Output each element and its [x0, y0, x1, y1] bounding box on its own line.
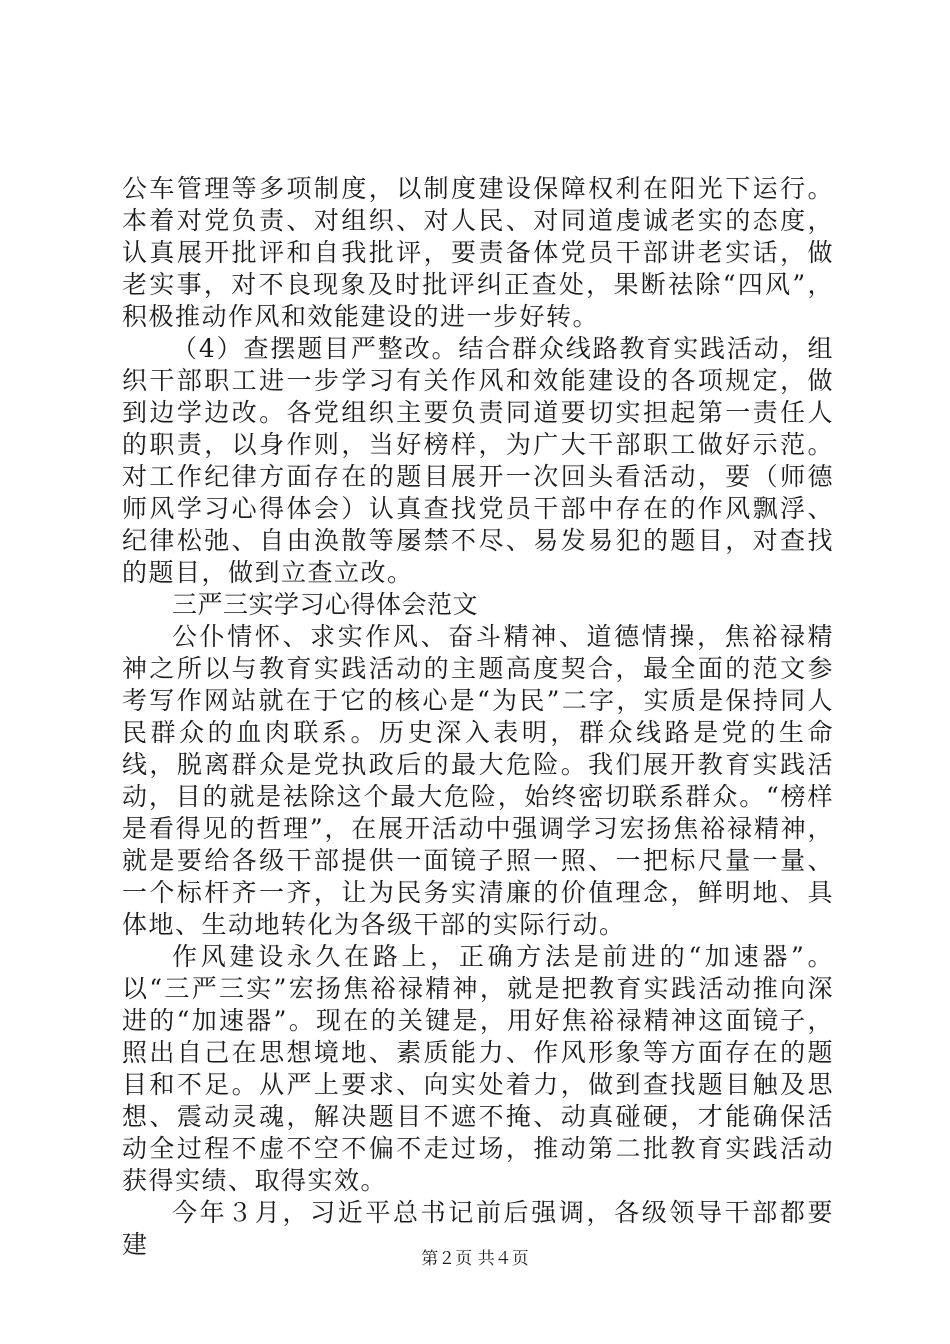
document-body: [122, 173, 834, 1261]
paragraph: 公仆情怀、求实作风、奋斗精神、道德情操，焦裕禄精神之所以与教育实践活动的主题高度契合，最全面的范文参考写作网站就在于它的核心是“为民”二字，实质是保持同人民群众的血肉联系。历史深入表明，群众线路是党的生命线，脱离群众是党执政后的最大危险。我们展开教育实践活动，目的就是祛除这个最大危险，始终密切联系群众。“榜样是看得见的哲理”，在展开活动中强调学习宏扬焦裕禄精神，就是要给各级干部提供一面镜子照一照、一把标尺量一量、一个标杆齐一齐，让为民务实清廉的价值理念，鲜明地、具体地、生动地转化为各级干部的实际行动。: [122, 622, 834, 939]
paragraph-item-4: （4）查摆题目严整改。结合群众线路教育实践活动，组织干部职工进一步学习有关作风和效能建设的各项规定，做到边学边改。各党组织主要负责同道要切实担起第一责任人的职责，以身作则，当好榜样，为广大干部职工做好示范。对工作纪律方面存在的题目展开一次回头看活动，要（师德师风学习心得体会）认真查找党员干部中存在的作风飘浮、纪律松弛、自由涣散等屡禁不尽、易发易犯的题目，对查找的题目，做到立查立改。: [122, 334, 834, 587]
paragraph-continuation: 公车管理等多项制度，以制度建设保障权利在阳光下运行。本着对党负责、对组织、对人民、对同道虔诚老实的态度，认真展开批评和自我批评，要责备体党员干部讲老实话，做老实事，对不良现象及时批评纠正查处，果断祛除“四风”，积极推动作风和效能建设的进一步好转。: [122, 174, 834, 331]
page-footer: 第２页 共４页: [421, 1249, 529, 1269]
section-heading: 三严三实学习心得体会范文: [172, 590, 479, 619]
paragraph: 作风建设永久在路上，正确方法是前进的“加速器”。以“三严三实”宏扬焦裕禄精神，就是把教育实践活动推向深进的“加速器”。现在的关键是，用好焦裕禄精神这面镜子，照出自己在思想境地、素质能力、作风形象等方面存在的题目和不足。从严上要求、向实处着力，做到查找题目触及思想、震动灵魂，解决题目不遮不掩、动真碰硬，才能确保活动全过程不虚不空不偏不走过场，推动第二批教育实践活动获得实绩、取得实效。: [122, 942, 834, 1195]
paragraph: 今年３月，习近平总书记前后强调，各级领导干部都要建: [122, 1198, 834, 1259]
